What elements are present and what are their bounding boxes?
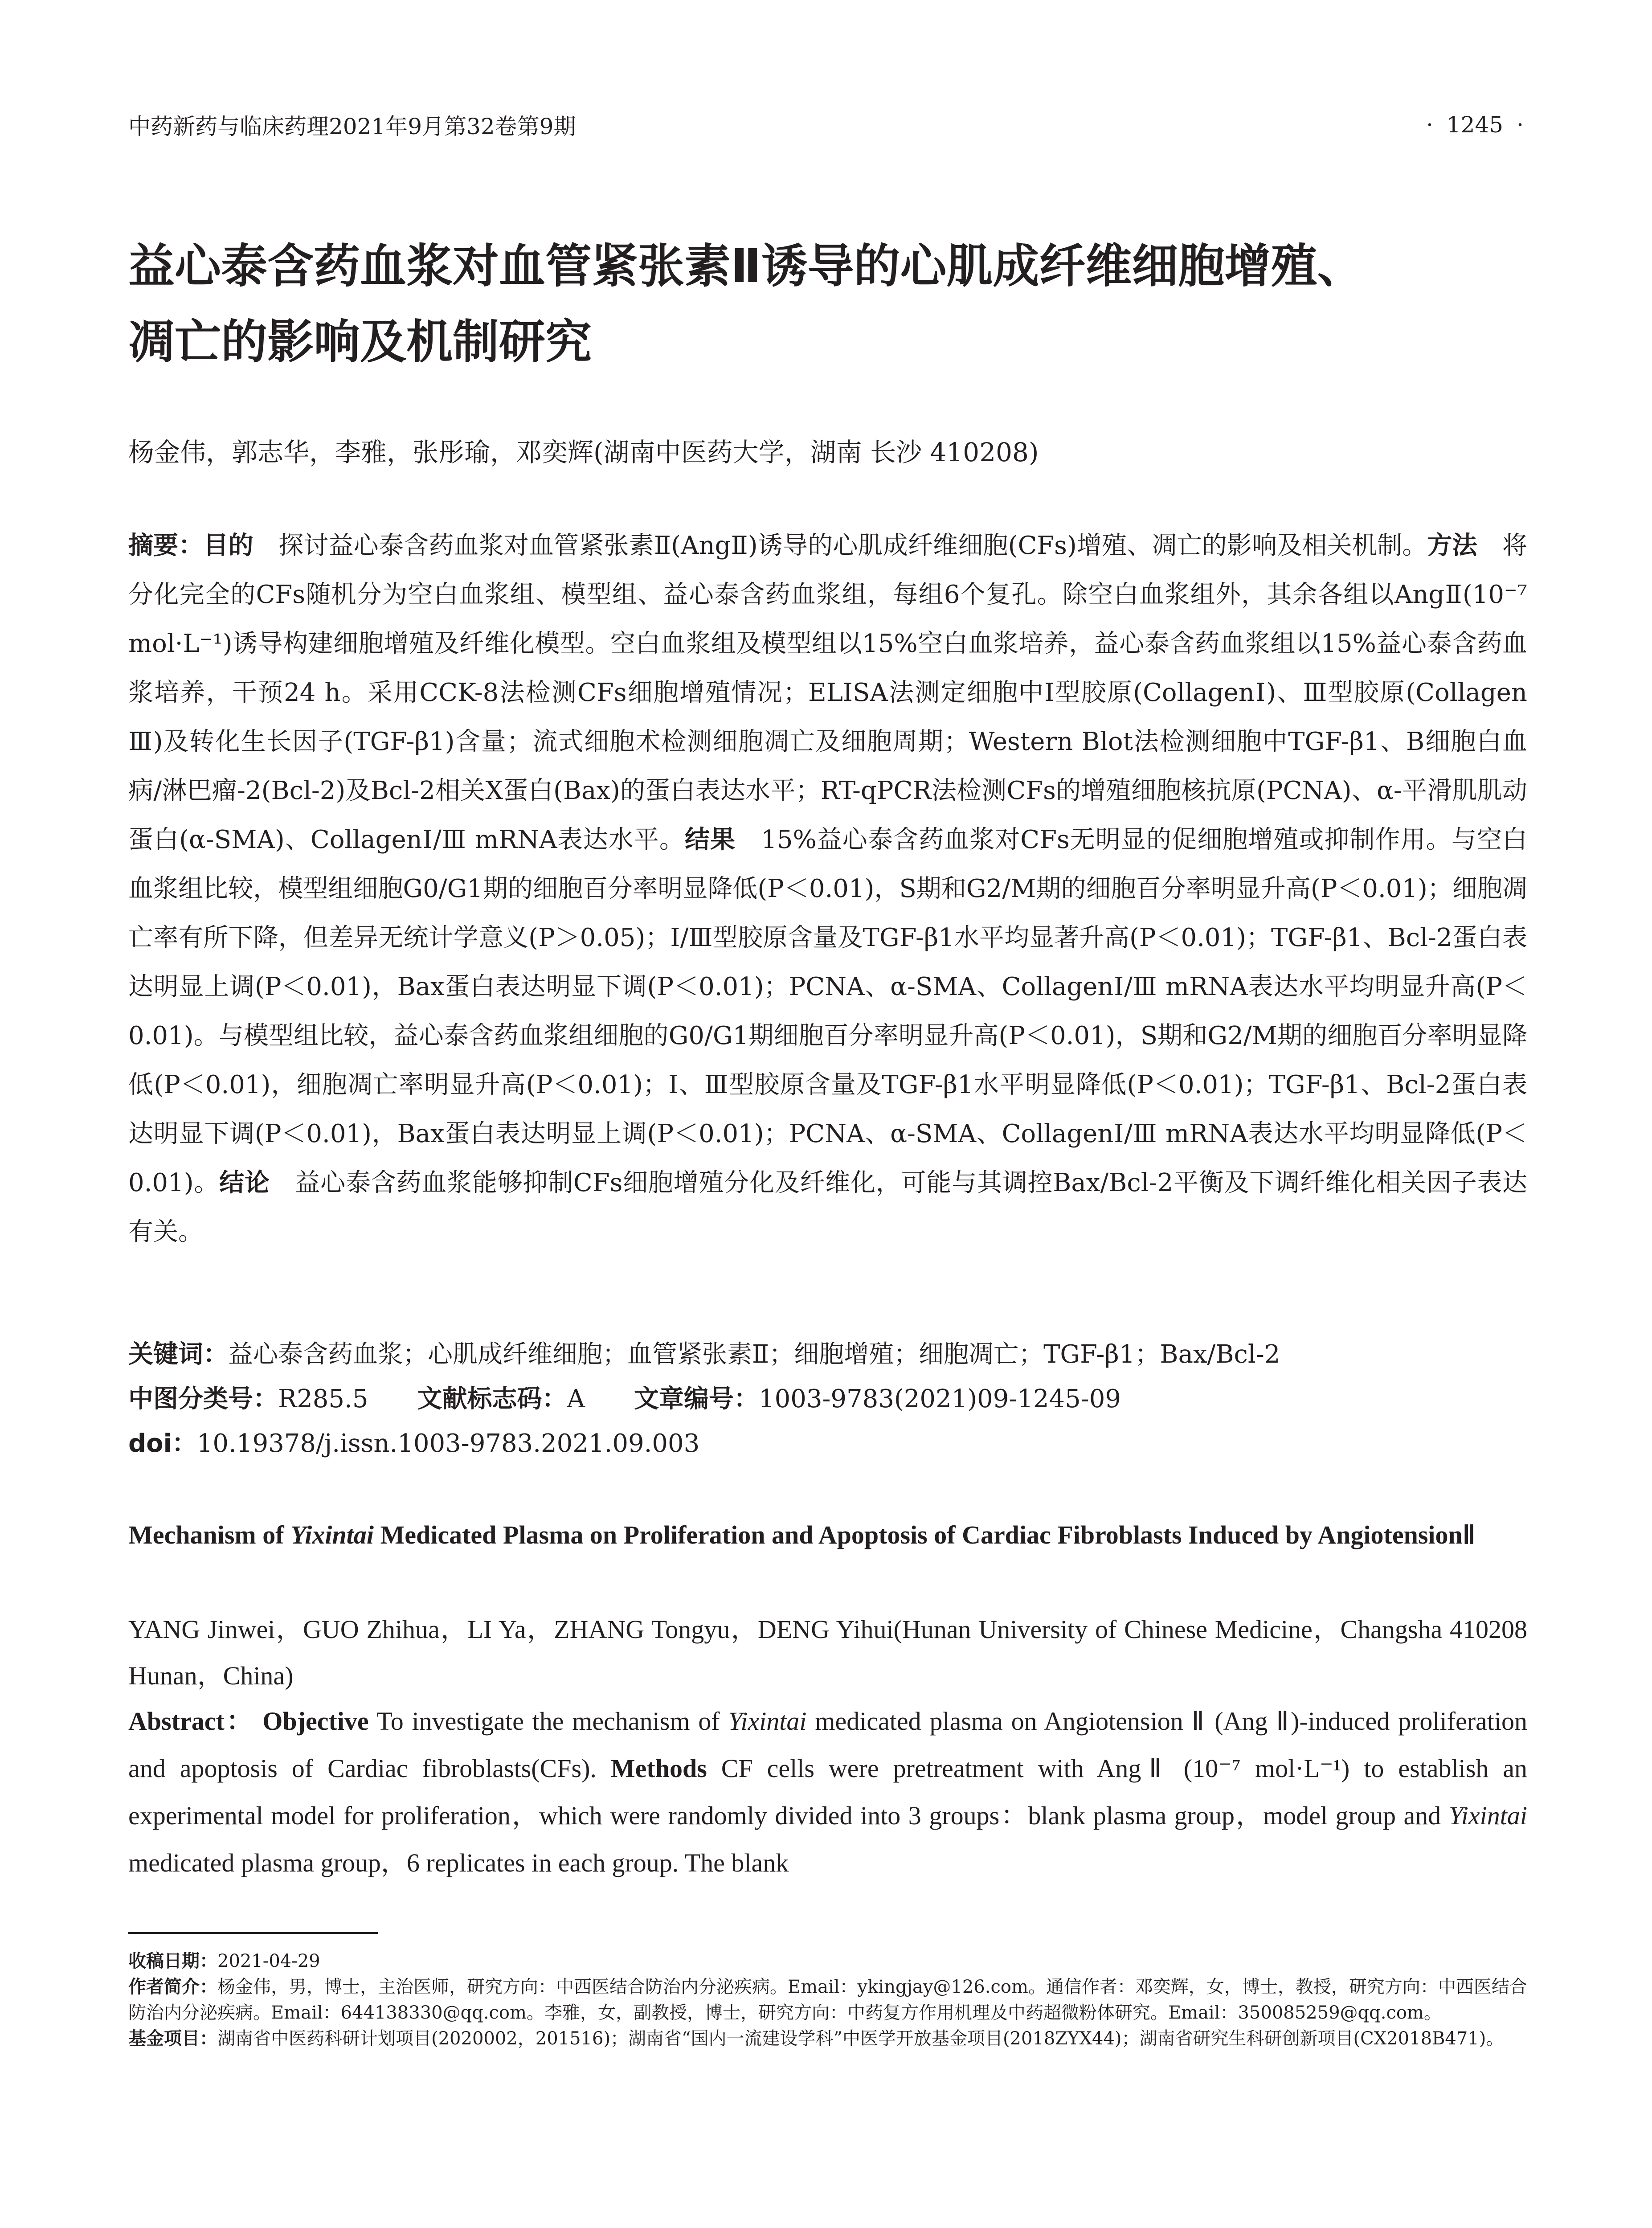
footnotes bbox=[128, 1948, 1527, 2052]
received-label: 收稿日期： bbox=[128, 1951, 217, 1971]
doc-code-label: 文献标志码： bbox=[417, 1384, 567, 1413]
article-title bbox=[128, 228, 1527, 380]
funding bbox=[128, 2026, 1527, 2052]
english-methods-italic: Yixintai bbox=[1448, 1801, 1527, 1830]
received-date bbox=[128, 1948, 1527, 1974]
objective-label: 目的 bbox=[203, 531, 254, 560]
english-title-part-2: Medicated Plasma on Proliferation and Apoptosis of Cardiac Fibroblasts Induced by AngiotensionⅡ bbox=[374, 1520, 1476, 1549]
methods-text: 将分化完全的CFs随机分为空白血浆组、模型组、益心泰含药血浆组，每组6个复孔。除空白血浆组外，其余各组以AngⅡ(10⁻⁷ mol·L⁻¹)诱导构建细胞增殖及纤维化模型。空白血浆组及模型组以15%空白血浆培养，益心泰含药血浆组以15%益心泰含药血浆培养，干预24 h。采用CCK-8法检测CFs细胞增殖情况；ELISA法测定细胞中Ⅰ型胶原(CollagenⅠ)、Ⅲ型胶原(Collagen Ⅲ)及转化生长因子(TGF-β1)含量；流式细胞术检测细胞凋亡及细胞周期；Western Blot法检测细胞中TGF-β1、B细胞白血病/淋巴瘤-2(Bcl-2)及Bcl-2相关X蛋白(Bax)的蛋白表达水平；RT-qPCR法检测CFs的增殖细胞核抗原(PCNA)、α-平滑肌肌动蛋白(α-SMA)、CollagenⅠ/Ⅲ mRNA表达水平。 bbox=[128, 531, 1528, 854]
methods-label: 方法 bbox=[1427, 531, 1477, 560]
title-line-1: 益心泰含药血浆对血管紧张素Ⅱ诱导的心肌成纤维细胞增殖、 bbox=[128, 239, 1364, 293]
author-list: 杨金伟，郭志华，李雅，张彤瑜，邓奕辉(湖南中医药大学，湖南 长沙 410208) bbox=[128, 437, 1039, 467]
keywords bbox=[128, 1332, 1527, 1377]
footnote-divider bbox=[128, 1932, 378, 1934]
doi-line bbox=[128, 1421, 1527, 1466]
english-methods-text-b: medicated plasma group，6 replicates in each group. The blank bbox=[128, 1848, 789, 1877]
english-methods-label: Methods bbox=[610, 1754, 707, 1783]
english-objective-italic: Yixintai bbox=[728, 1707, 807, 1736]
conclusion-label: 结论 bbox=[219, 1168, 270, 1197]
english-title bbox=[128, 1513, 1527, 1557]
doc-code-value: A bbox=[567, 1384, 585, 1413]
english-title-part-1: Mechanism of bbox=[128, 1520, 291, 1549]
doi-label: doi： bbox=[128, 1429, 197, 1458]
doi-value: 10.19378/j.issn.1003-9783.2021.09.003 bbox=[196, 1429, 700, 1458]
article-number-label: 文章编号： bbox=[634, 1384, 759, 1413]
abstract-label: 摘要： bbox=[128, 531, 204, 560]
running-header bbox=[128, 111, 1524, 139]
english-abstract-label: Abstract： bbox=[128, 1707, 254, 1736]
english-authors: YANG Jinwei，GUO Zhihua，LI Ya，ZHANG Tongyu，DENG Yihui(Hunan University of Chinese Medicine，Changsha 410208 Hunan，China) bbox=[128, 1615, 1527, 1690]
author-bio-label: 作者简介： bbox=[128, 1977, 217, 1997]
english-title-italic: Yixintai bbox=[290, 1520, 374, 1549]
page-number: 1245 bbox=[1446, 112, 1504, 138]
english-objective-text-a: To investigate the mechanism of bbox=[368, 1707, 728, 1736]
page-number-group bbox=[1426, 112, 1524, 138]
english-methods-text-a: CF cells were pretreatment with AngⅡ (10⁻⁷ mol·L⁻¹) to establish an experimental model for proliferation，which were randomly divided into 3 groups：blank plasma group，model group and bbox=[128, 1754, 1528, 1830]
conclusion-text: 益心泰含药血浆能够抑制CFs细胞增殖分化及纤维化，可能与其调控Bax/Bcl-2平衡及下调纤维化相关因子表达有关。 bbox=[128, 1168, 1528, 1246]
funding-label: 基金项目： bbox=[128, 2028, 217, 2049]
page-dot-right: · bbox=[1517, 112, 1524, 138]
english-objective-label: Objective bbox=[262, 1707, 369, 1736]
clc-value: R285.5 bbox=[278, 1384, 368, 1413]
classification-line bbox=[128, 1377, 1527, 1421]
results-text: 15%益心泰含药血浆对CFs无明显的促细胞增殖或抑制作用。与空白血浆组比较，模型组细胞G0/G1期的细胞百分率明显降低(P＜0.01)，S期和G2/M期的细胞百分率明显升高(P＜0.01)；细胞凋亡率有所下降，但差异无统计学意义(P＞0.05)；Ⅰ/Ⅲ型胶原含量及TGF-β1水平均显著升高(P＜0.01)；TGF-β1、Bcl-2蛋白表达明显上调(P＜0.01)，Bax蛋白表达明显下调(P＜0.01)；PCNA、α-SMA、CollagenⅠ/Ⅲ mRNA表达水平均明显升高(P＜0.01)。与模型组比较，益心泰含药血浆组细胞的G0/G1期细胞百分率明显升高(P＜0.01)，S期和G2/M期的细胞百分率明显降低(P＜0.01)，细胞凋亡率明显升高(P＜0.01)；Ⅰ、Ⅲ型胶原含量及TGF-β1水平明显降低(P＜0.01)；TGF-β1、Bcl-2蛋白表达明显下调(P＜0.01)，Bax蛋白表达明显上调(P＜0.01)；PCNA、α-SMA、CollagenⅠ/Ⅲ mRNA表达水平均明显降低(P＜0.01)。 bbox=[128, 825, 1528, 1197]
funding-text: 湖南省中医药科研计划项目(2020002，201516)；湖南省“国内一流建设学科”中医学开放基金项目(2018ZYX44)；湖南省研究生科研创新项目(CX2018B471)。 bbox=[217, 2028, 1504, 2049]
keywords-label: 关键词： bbox=[128, 1340, 228, 1369]
author-bio bbox=[128, 1974, 1527, 2026]
title-line-2: 凋亡的影响及机制研究 bbox=[128, 315, 592, 369]
article-number-value: 1003-9783(2021)09-1245-09 bbox=[758, 1384, 1121, 1413]
author-bio-text: 杨金伟，男，博士，主治医师，研究方向：中西医结合防治内分泌疾病。Email：ykingjay@126.com。通信作者：邓奕辉，女，博士，教授，研究方向：中西医结合防治内分泌疾病。Email：644138330@qq.com。李雅，女，副教授，博士，研究方向：中药复方作用机理及中药超微粉体研究。Email：350085259@qq.com。 bbox=[128, 1977, 1527, 2023]
objective-text: 探讨益心泰含药血浆对血管紧张素Ⅱ(AngⅡ)诱导的心肌成纤维细胞(CFs)增殖、凋亡的影响及相关机制。 bbox=[253, 531, 1427, 560]
english-objective-text-b: medicated plasma on Angiotension Ⅱ (Ang Ⅱ)-induced proliferation and apoptosis of Cardiac fibroblasts(CFs). bbox=[128, 1707, 1527, 1783]
received-value: 2021-04-29 bbox=[217, 1951, 320, 1971]
results-label: 结果 bbox=[684, 825, 736, 854]
journal-info: 中药新药与临床药理2021年9月第32卷第9期 bbox=[128, 114, 576, 139]
english-abstract bbox=[128, 1698, 1527, 1887]
keywords-text: 益心泰含药血浆；心肌成纤维细胞；血管紧张素Ⅱ；细胞增殖；细胞凋亡；TGF-β1；Bax/Bcl-2 bbox=[228, 1340, 1280, 1369]
chinese-abstract bbox=[128, 521, 1527, 1257]
page-dot-left: · bbox=[1426, 112, 1433, 138]
clc-label: 中图分类号： bbox=[128, 1384, 278, 1413]
